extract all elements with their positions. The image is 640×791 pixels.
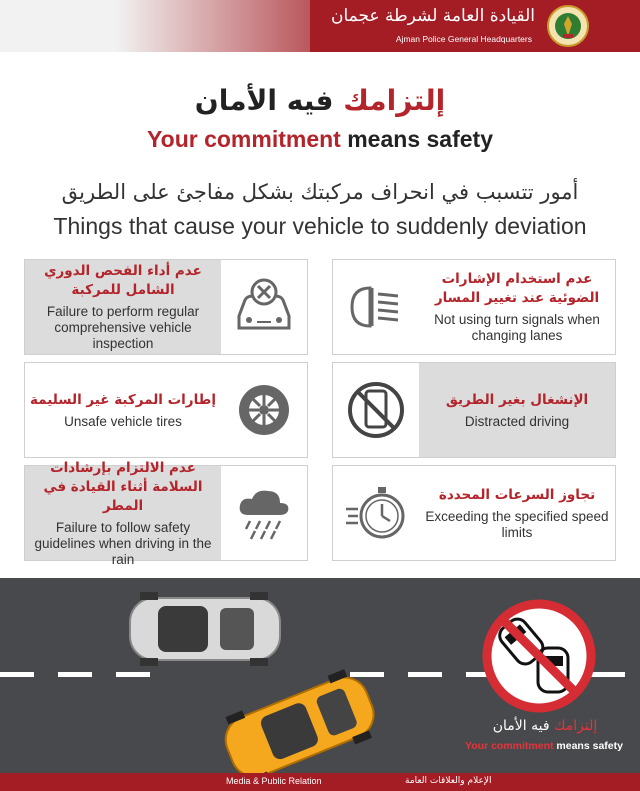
cause-card [332,465,616,561]
cause-english: Not using turn signals when changing lanes [434,312,600,343]
cause-english: Failure to follow safety guidelines when driving in the rain [34,519,212,567]
road-slogan-en-rest: means safety [553,740,623,752]
cause-card-text [25,459,221,567]
slogan-arabic [0,84,640,117]
cause-card [24,362,308,458]
cause-english: Unsafe vehicle tires [64,413,182,429]
footer-bar [0,773,640,791]
silver-car-icon [130,592,280,666]
cause-card-text [419,466,615,560]
tire-icon [221,363,307,457]
headlight-icon [333,260,419,354]
stopwatch-icon [333,466,419,560]
slogan-en-highlight: Your commitment [147,126,341,152]
police-emblem-icon [546,4,590,48]
cause-card-text [25,363,221,457]
cause-card [24,259,308,355]
slogan-ar-rest: فيه الأمان [194,84,344,117]
cause-arabic: عدم استخدام الإشارات الضوئية عند تغيير المسار [434,271,600,306]
no-swerving-sign-icon [487,604,591,708]
org-name-arabic: القيادة العامة لشرطة عجمان [331,6,535,26]
cause-arabic: عدم الالتزام بإرشادات السلامة أثناء القيادة في المطر [43,459,203,514]
orange-car-icon [216,665,383,778]
cause-card [332,259,616,355]
question-arabic: أمور تتسبب في انحراف مركبتك بشكل مفاجئ على الطريق [61,180,579,204]
slogan-ar-highlight: إلتزامك [343,84,446,117]
slogan-en-rest: means safety [340,126,493,152]
header-bar [0,0,640,52]
no-phone-icon [333,363,419,457]
cause-arabic: عدم أداء الفحص الدوري الشامل للمركبة [44,263,202,298]
cause-arabic: الإنشغال بغير الطريق [445,391,589,408]
road-slogan-ar-rest: فيه الأمان [492,718,554,734]
car-repair-icon [221,260,307,354]
rain-cloud-icon [221,466,307,560]
cause-arabic: إطارات المركبة غير السليمة [30,391,216,408]
slogan-english [0,126,640,153]
cause-english: Exceeding the specified speed limits [425,508,609,540]
footer-arabic: الإعلام والعلاقات العامة [405,776,492,786]
cause-card [24,459,308,567]
road-slogan-arabic [470,718,620,734]
footer-english: Media & Public Relation [226,776,322,786]
cause-card-text [25,260,221,354]
cause-english: Failure to perform regular comprehensive vehicle inspection [46,304,200,351]
cause-card [332,362,616,458]
road-slogan-english [458,740,630,752]
org-name-english: Ajman Police General Headquarters [395,34,532,44]
question-english: Things that cause your vehicle to suddenly deviation [53,213,587,239]
cause-arabic: تجاوز السرعات المحددة [438,486,596,503]
road-slogan-ar-highlight: إلتزامك [553,718,598,734]
cause-card-text [419,363,615,457]
cause-card-text [419,260,615,354]
cause-english: Distracted driving [464,413,570,429]
road-slogan-en-highlight: Your commitment [465,740,554,752]
